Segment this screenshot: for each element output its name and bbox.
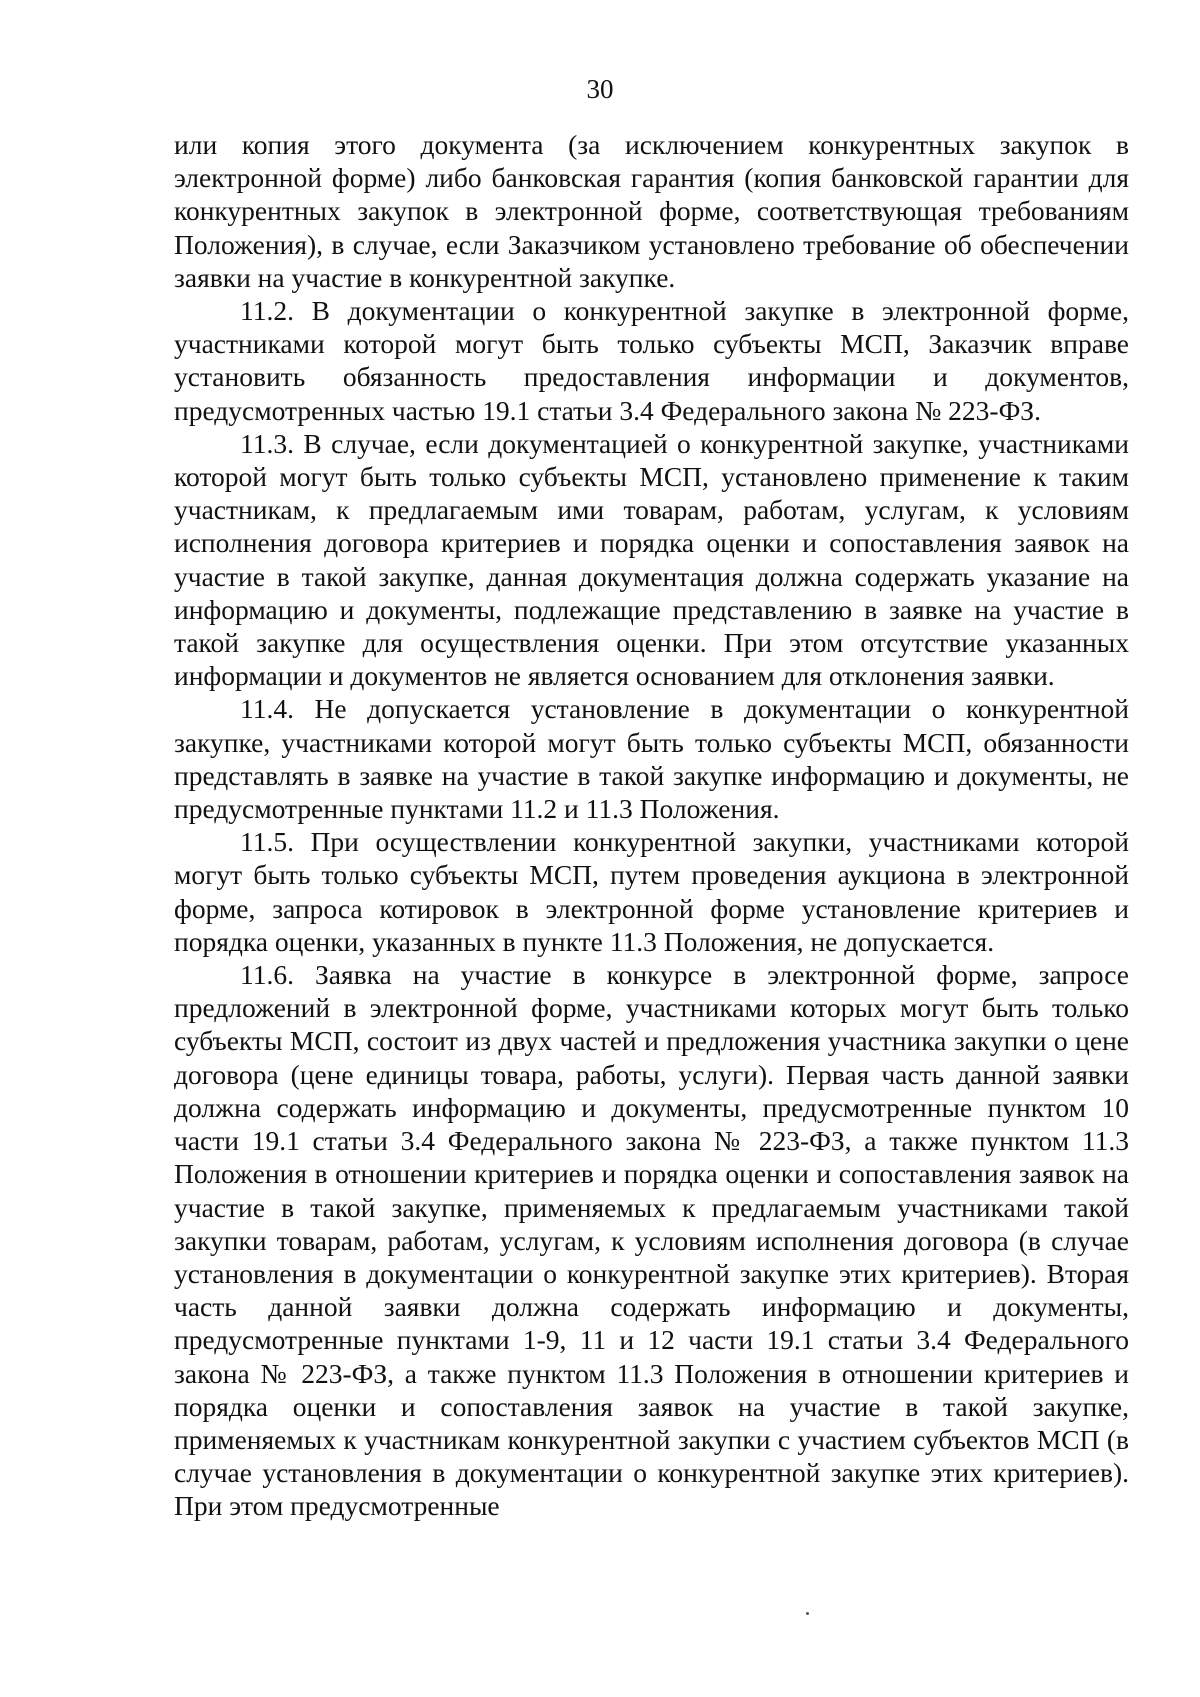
paragraph-continuation: или копия этого документа (за исключением конкурентных закупок в электронной форме) либо банковская гарантия (копия банковской гарантии для конкурентных закупок в электронной форме, соответствующая требованиям Положения), в случае, если Заказчиком установлено требование об обеспечении заявки на участие в конкурентной закупке.: [174, 129, 1129, 293]
paragraph-11-5: 11.5. При осуществлении конкурентной закупки, участниками которой могут быть только субъекты МСП, путем проведения аукциона в электронной форме, запроса котировок в электронной форме установление критериев и порядка оценки, указанных в пункте 11.3 Положения, не допускается.: [174, 826, 1129, 957]
paragraph-11-2: 11.2. В документации о конкурентной закупке в электронной форме, участниками которой могут быть только субъекты МСП, Заказчик вправе установить обязанность предоставления информации и документов, предусмотренных частью 19.1 статьи 3.4 Федерального закона № 223-ФЗ.: [174, 295, 1129, 426]
paragraph-11-6: 11.6. Заявка на участие в конкурсе в электронной форме, запросе предложений в электронной форме, участниками которых могут быть только субъекты МСП, состоит из двух частей и предложения участника закупки о цене договора (цене единицы товара, работы, услуги). Первая часть данной заявки должна содержать информацию и документы, предусмотренные пунктом 10 части 19.1 статьи 3.4 Федерального закона № 223-ФЗ, а также пунктом 11.3 Положения в отношении критериев и порядка оценки и сопоставления заявок на участие в такой закупке, применяемых к предлагаемым участниками такой закупки товарам, работам, услугам, к условиям исполнения договора (в случае установления в документации о конкурентной закупке этих критериев). Вторая часть данной заявки должна содержать информацию и документы, предусмотренные пунктами 1-9, 11 и 12 части 19.1 статьи 3.4 Федерального закона № 223-ФЗ, а также пунктом 11.3 Положения в отношении критериев и порядка оценки и сопоставления заявок на участие в такой закупке, применяемых к участникам конкурентной закупки с участием субъектов МСП (в случае установления в документации о конкурентной закупке этих критериев). При этом предусмотренные: [174, 959, 1129, 1522]
scan-speck: [806, 1612, 809, 1615]
paragraph-11-4: 11.4. Не допускается установление в документации о конкурентной закупке, участниками которой могут быть только субъекты МСП, обязанности представлять в заявке на участие в такой закупке информацию и документы, не предусмотренные пунктами 11.2 и 11.3 Положения.: [174, 693, 1129, 825]
paragraph-11-3: 11.3. В случае, если документацией о конкурентной закупке, участниками которой могут быть только субъекты МСП, установлено применение к таким участникам, к предлагаемым ими товарам, работам, услугам, к условиям исполнения договора критериев и порядка оценки и сопоставления заявок на участие в такой закупке, данная документация должна содержать указание на информацию и документы, подлежащие представлению в заявке на участие в такой закупке для осуществления оценки. При этом отсутствие указанных информации и документов не является основанием для отклонения заявки.: [174, 427, 1129, 692]
page-number: 30: [586, 74, 614, 104]
document-body: [174, 128, 1129, 1523]
